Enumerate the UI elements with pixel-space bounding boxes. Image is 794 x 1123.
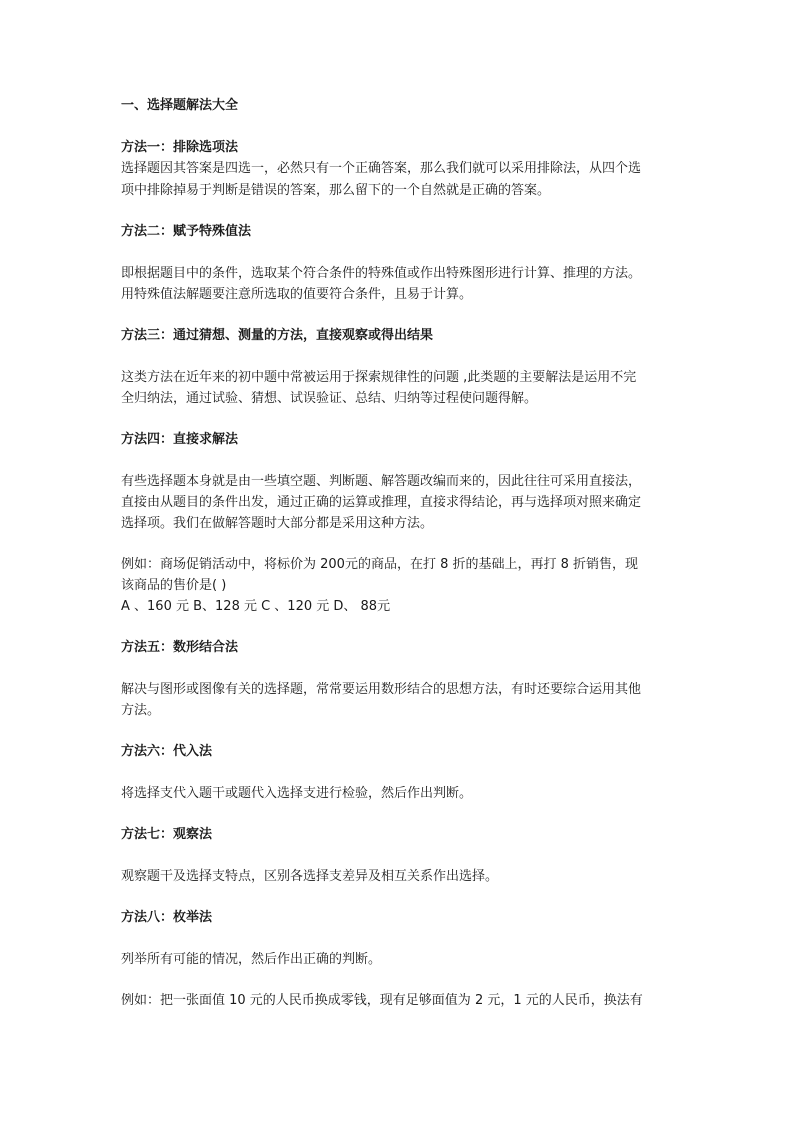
- method-8-example-line-1: 例如：把一张面值 10 元的人民币换成零钱，现有足够面值为 2 元，1 元的人民币，换法有: [121, 993, 643, 1008]
- method-2-text-line-2: 用特殊值法解题要注意所选取的值要符合条件，且易于计算。: [121, 287, 473, 302]
- method-8-heading: 方法八：枚举法: [121, 910, 213, 925]
- method-4-text-line-2: 直接由从题目的条件出发，通过正确的运算或推理，直接求得结论，再与选择项对照来确定: [121, 495, 642, 510]
- method-1-text-line-2: 项中排除掉易于判断是错误的答案，那么留下的一个自然就是正确的答案。: [121, 183, 551, 198]
- method-4-text-line-1: 有些选择题本身就是由一些填空题、判断题、解答题改编而来的，因此往往可采用直接法，: [121, 474, 642, 489]
- method-3-text-line-1: 这类方法在近年来的初中题中常被运用于探索规律性的问题 ,此类题的主要解法是运用不完: [121, 370, 637, 385]
- method-7-text-line-1: 观察题干及选择支特点，区别各选择支差异及相互关系作出选择。: [121, 869, 499, 884]
- method-5-heading: 方法五：数形结合法: [121, 640, 239, 655]
- method-6-text-line-1: 将选择支代入题干或题代入选择支进行检验，然后作出判断。: [121, 786, 473, 801]
- method-5-text-line-1: 解决与图形或图像有关的选择题，常常要运用数形结合的思想方法，有时还要综合运用其他: [121, 682, 642, 697]
- method-6-heading: 方法六：代入法: [121, 744, 213, 759]
- method-4-example-line-1: 例如：商场促销活动中，将标价为 200元的商品，在打 8 折的基础上，再打 8 折销售，现: [121, 557, 639, 572]
- method-1-text-line-1: 选择题因其答案是四选一，必然只有一个正确答案，那么我们就可以采用排除法，从四个选: [121, 161, 642, 176]
- method-5-text-line-2: 方法。: [121, 703, 161, 718]
- method-8-text-line-1: 列举所有可能的情况，然后作出正确的判断。: [121, 952, 382, 967]
- method-4-heading: 方法四：直接求解法: [121, 432, 239, 447]
- method-1-heading: 方法一：排除选项法: [121, 140, 239, 155]
- method-4-text-line-3: 选择项。我们在做解答题时大部分都是采用这种方法。: [121, 516, 434, 531]
- method-4-example-options: A 、160 元 B、128 元 C 、120 元 D、 88元: [121, 599, 391, 614]
- method-7-heading: 方法七：观察法: [121, 827, 213, 842]
- method-3-heading: 方法三：通过猜想、测量的方法，直接观察或得出结果: [121, 328, 434, 343]
- method-3-text-line-2: 全归纳法，通过试验、猜想、试误验证、总结、归纳等过程使问题得解。: [121, 391, 538, 406]
- method-2-heading: 方法二：赋予特殊值法: [121, 224, 252, 239]
- section-title: 一、选择题解法大全: [121, 98, 239, 113]
- method-2-text-line-1: 即根据题目中的条件，选取某个符合条件的特殊值或作出特殊图形进行计算、推理的方法。: [121, 266, 642, 281]
- method-4-example-line-2: 该商品的售价是( ): [121, 578, 227, 593]
